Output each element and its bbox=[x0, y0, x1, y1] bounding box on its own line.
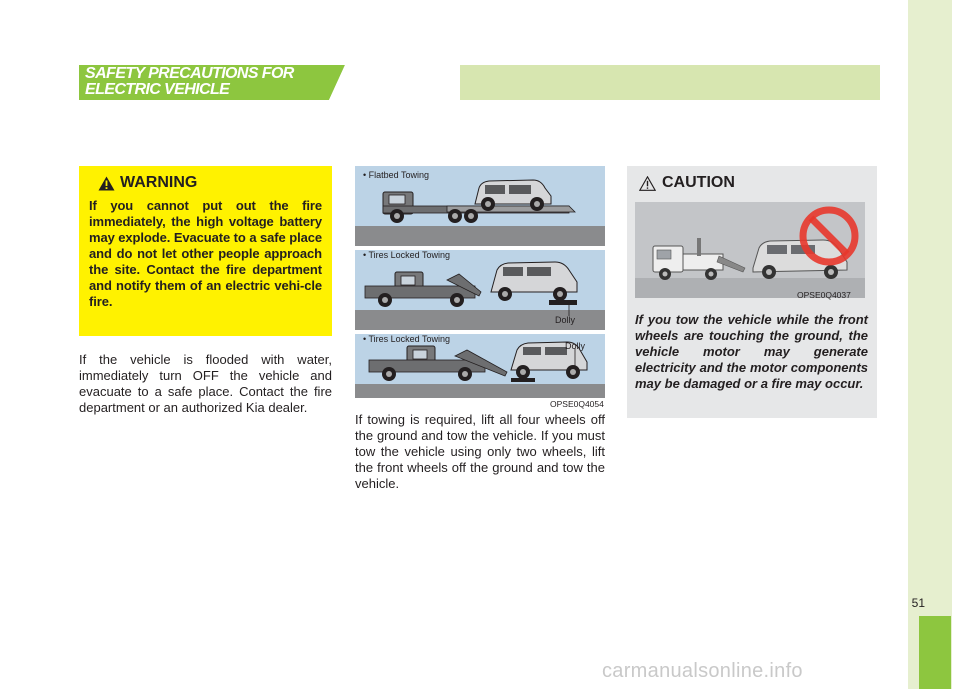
watermark: carmanualsonline.info bbox=[602, 660, 803, 682]
tires-locked-towing-label-1: • Tires Locked Towing bbox=[363, 250, 451, 260]
dolly-label-1: Dolly bbox=[555, 315, 576, 325]
page-number: 51 bbox=[911, 596, 925, 610]
warning-title: WARNING bbox=[120, 174, 198, 191]
warning-text: If you cannot put out the fire immediately, the high voltage battery may explode. Evacuate to a safe place and do not let other people approach the site. Contact the fire department and notify them of an electric vehi-cle fire. bbox=[89, 198, 322, 309]
caution-image-code: OPSE0Q4037 bbox=[797, 290, 851, 300]
tires-locked-towing-panel-2 bbox=[355, 334, 605, 398]
towing-figure bbox=[355, 166, 605, 409]
caution-title: CAUTION bbox=[662, 174, 735, 191]
dolly-label-2: Dolly bbox=[565, 341, 586, 351]
flatbed-towing-panel bbox=[355, 166, 605, 246]
caution-box bbox=[627, 166, 877, 418]
tires-locked-towing-panel-1 bbox=[355, 250, 605, 330]
side-page-tab bbox=[919, 616, 951, 689]
tow-figure-code: OPSE0Q4054 bbox=[550, 399, 604, 409]
tow-with-wheels-down-illustration bbox=[635, 202, 865, 298]
section-header bbox=[79, 65, 880, 100]
caution-triangle-icon bbox=[639, 176, 656, 191]
tires-locked-towing-label-2: • Tires Locked Towing bbox=[363, 334, 451, 344]
caution-heading bbox=[639, 174, 735, 192]
warning-box bbox=[79, 166, 332, 336]
caution-text: If you tow the vehicle while the front wheels are touching the ground, the vehicle motor may generate electricity and the motor components may be damaged or a fire may occur. bbox=[635, 312, 868, 391]
side-margin-strip bbox=[908, 0, 952, 689]
section-title: SAFETY PRECAUTIONS FOR ELECTRIC VEHICLE bbox=[85, 65, 294, 98]
flood-paragraph: If the vehicle is flooded with water, immediately turn OFF the vehicle and evacuate to a safe place. Contact the fire department or an authorized Kia dealer. bbox=[79, 352, 332, 415]
caution-illustration bbox=[635, 202, 865, 298]
flatbed-towing-label: • Flatbed Towing bbox=[363, 170, 430, 180]
towing-paragraph: If towing is required, lift all four wheels off the ground and tow the vehicle. If you must tow the vehicle using only two wheels, lift the front wheels off the ground and tow the vehicle. bbox=[355, 412, 605, 491]
warning-heading bbox=[98, 174, 322, 192]
warning-triangle-icon bbox=[98, 176, 115, 191]
